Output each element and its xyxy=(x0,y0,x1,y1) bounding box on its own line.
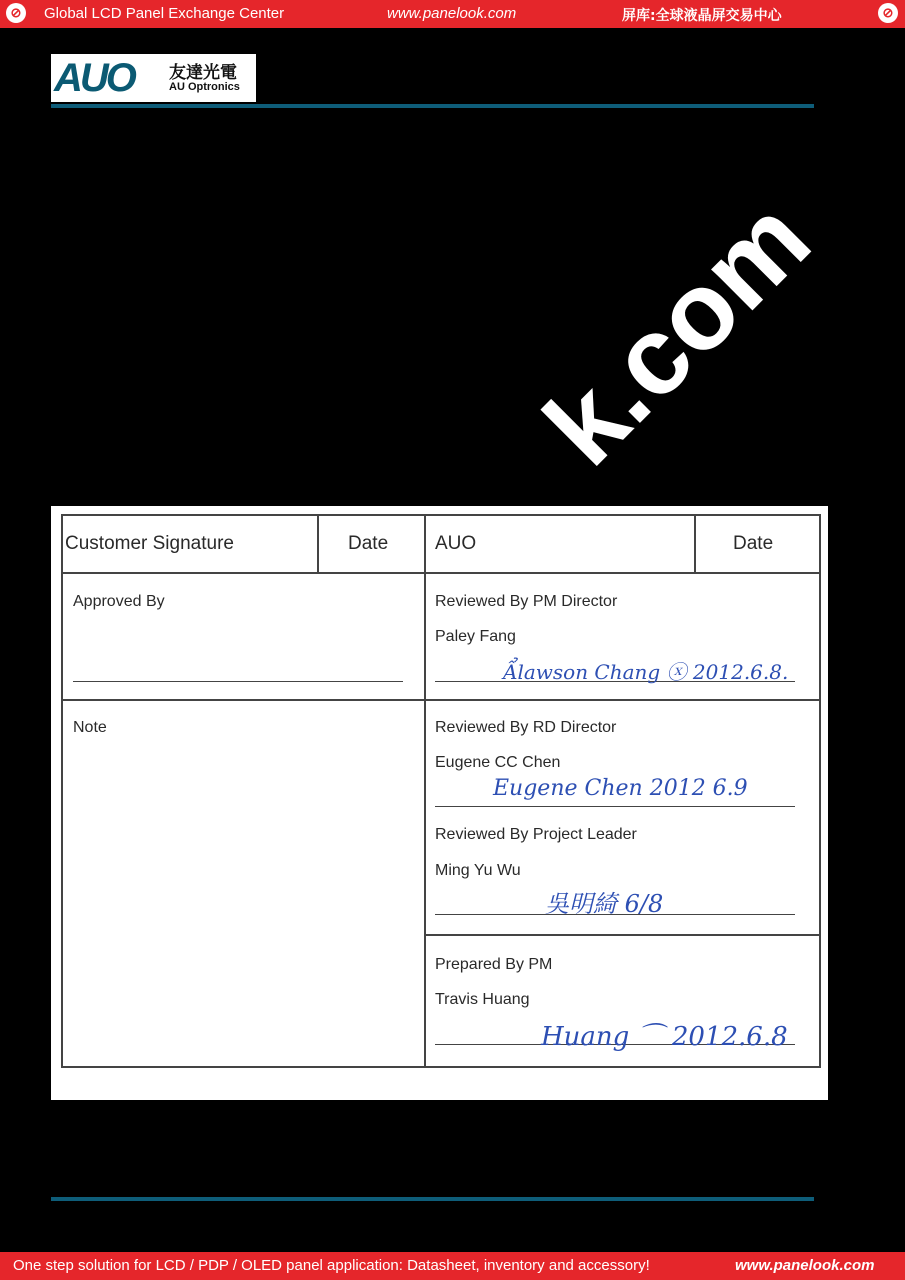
table-divider xyxy=(63,572,819,574)
reviewer-role: Reviewed By PM Director xyxy=(435,593,618,610)
auo-header: AUO xyxy=(435,533,477,554)
reviewer-role: Reviewed By Project Leader xyxy=(435,826,637,843)
signature-line xyxy=(435,806,795,807)
reviewer-name: Ming Yu Wu xyxy=(435,862,521,879)
note-label: Note xyxy=(73,719,107,736)
top-banner xyxy=(0,0,905,28)
banner-tagline: One step solution for LCD / PDP / OLED panel application: Datasheet, inventory and accessory! xyxy=(13,1257,650,1274)
banner-url[interactable]: www.panelook.com xyxy=(735,1257,875,1274)
bottom-banner xyxy=(0,1252,905,1280)
reviewer-name: Eugene CC Chen xyxy=(435,754,561,771)
customer-signature-header: Customer Signature xyxy=(65,533,234,554)
handwritten-signature: 吳明綺 6/8 xyxy=(545,890,664,918)
auo-logo xyxy=(51,54,256,102)
reviewer-role: Reviewed By RD Director xyxy=(435,719,617,736)
footer-divider xyxy=(51,1197,814,1201)
table-divider xyxy=(694,516,696,572)
header-divider xyxy=(51,104,814,108)
signature-document xyxy=(51,506,828,1100)
table-divider xyxy=(425,934,819,936)
reviewer-name: Paley Fang xyxy=(435,628,516,645)
auo-logo-english: AU Optronics xyxy=(169,81,240,93)
date-header: Date xyxy=(733,533,774,554)
banner-title: Global LCD Panel Exchange Center xyxy=(44,5,285,22)
panelook-logo-icon: ⊘ xyxy=(878,3,898,23)
approved-by-label: Approved By xyxy=(73,593,165,610)
date-header: Date xyxy=(348,533,389,554)
table-divider xyxy=(317,516,319,572)
reviewer-name: Travis Huang xyxy=(435,991,530,1008)
auo-logo-chinese: 友達光電 xyxy=(169,63,237,83)
handwritten-signature: Eugene Chen 2012 6.9 xyxy=(493,776,748,801)
watermark: k.com xyxy=(521,176,834,489)
panelook-logo-icon: ⊘ xyxy=(6,3,26,23)
reviewer-role: Prepared By PM xyxy=(435,956,553,973)
table-divider xyxy=(424,516,426,1066)
handwritten-signature: Huang ⌒ 2012.6.8 xyxy=(541,1022,788,1052)
signature-table xyxy=(61,514,821,1068)
auo-logo-mark: AUO xyxy=(54,56,134,100)
signature-line xyxy=(73,681,403,682)
handwritten-signature: Ẩlawson Chang ⓧ 2012.6.8. xyxy=(503,660,789,684)
table-divider xyxy=(63,699,819,701)
banner-chinese-title: 屏库:全球液晶屏交易中心 xyxy=(622,8,782,24)
banner-url[interactable]: www.panelook.com xyxy=(387,5,517,22)
